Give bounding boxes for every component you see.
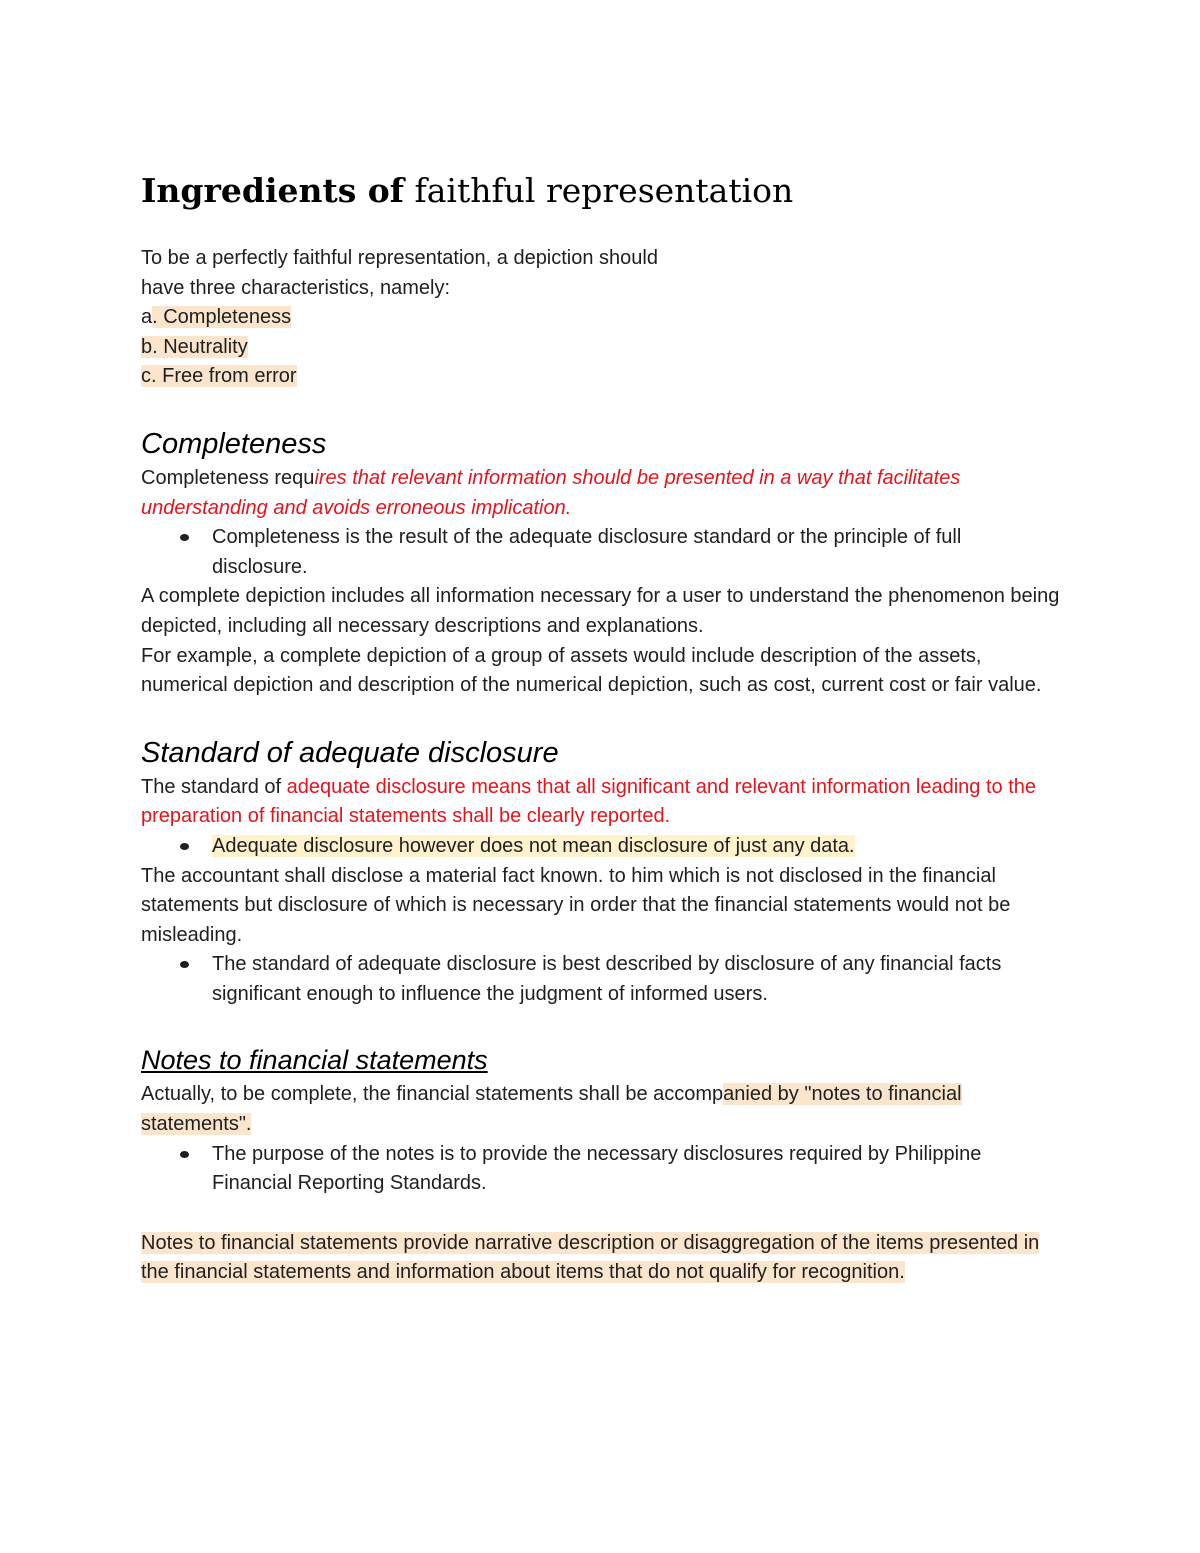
adequate-paragraph (141, 773, 1061, 832)
notes-bullet: The purpose of the notes is to provide the necessary disclosures required by Philippine Financial Reporting Standards. (212, 1140, 1061, 1199)
completeness-paragraph-3: For example, a complete depiction of a group of assets would include description of the assets, numerical depiction and description of the numerical depiction, such as cost, current cost or fair value. (141, 644, 1042, 697)
adequate-para-red: adequate disclosure means that all significant and relevant information leading to the preparation of financial statements shall be clearly reported. (141, 775, 1037, 828)
completeness-paragraph (141, 464, 1061, 523)
adequate-bullets-2 (141, 950, 1061, 1009)
intro-block (141, 244, 1061, 392)
completeness-heading: Completeness (141, 427, 327, 460)
intro-line-2: have three characteristics, namely: (141, 276, 451, 299)
item-text: . Completeness (152, 306, 292, 329)
notes-final-paragraph (141, 1229, 1061, 1288)
adequate-bullets-1 (141, 832, 1061, 862)
completeness-bullet: Completeness is the result of the adequate disclosure standard or the principle of full disclosure. (212, 523, 1061, 582)
adequate-para-plain: The standard of (141, 775, 287, 798)
completeness-bullets (141, 523, 1061, 582)
notes-heading: Notes to financial statements (141, 1045, 488, 1076)
completeness-para-red: ires that relevant information should be presented in a way that facilitates understanding and avoids erroneous implication. (141, 466, 961, 519)
item-text: . Free from error (151, 365, 297, 388)
characteristic-item (141, 333, 1061, 363)
adequate-paragraph-2: The accountant shall disclose a material fact known. to him which is not disclosed in the financial statements but disclosure of which is necessary in order that the financial statements would not be misleading. (141, 864, 1011, 946)
notes-para-highlight: anied by "notes to financial statements". (141, 1083, 962, 1136)
page-title (141, 168, 1061, 214)
completeness-para-plain: Completeness requ (141, 466, 315, 489)
notes-bullets (141, 1140, 1061, 1199)
item-prefix: a (141, 306, 153, 329)
adequate-bullet-2: The standard of adequate disclosure is best described by disclosure of any financial facts significant enough to influence the judgment of informed users. (212, 950, 1061, 1009)
adequate-bullet-1-text: Adequate disclosure however does not mean disclosure of just any data. (212, 834, 855, 857)
notes-final-text: Notes to financial statements provide narrative description or disaggregation of the items presented in the financial statements and information about items that do not qualify for recognition. (141, 1231, 1040, 1284)
document-content (141, 168, 1061, 1288)
adequate-disclosure-heading: Standard of adequate disclosure (141, 736, 559, 769)
adequate-bullet-1 (212, 832, 1061, 862)
title-bold: Ingredients of (141, 171, 405, 210)
item-prefix: c (141, 365, 151, 388)
characteristic-item (141, 362, 1061, 392)
notes-para-plain: Actually, to be complete, the financial statements shall be accomp (141, 1083, 724, 1106)
item-text: . Neutrality (152, 335, 248, 358)
intro-line-1: To be a perfectly faithful representation, a depiction should (141, 247, 658, 269)
characteristic-item (141, 303, 1061, 333)
item-prefix: b (141, 335, 153, 358)
notes-paragraph (141, 1080, 1061, 1139)
title-rest: faithful representation (404, 171, 794, 210)
completeness-paragraph-2: A complete depiction includes all information necessary for a user to understand the phenomenon being depicted, including all necessary descriptions and explanations. (141, 585, 1060, 637)
